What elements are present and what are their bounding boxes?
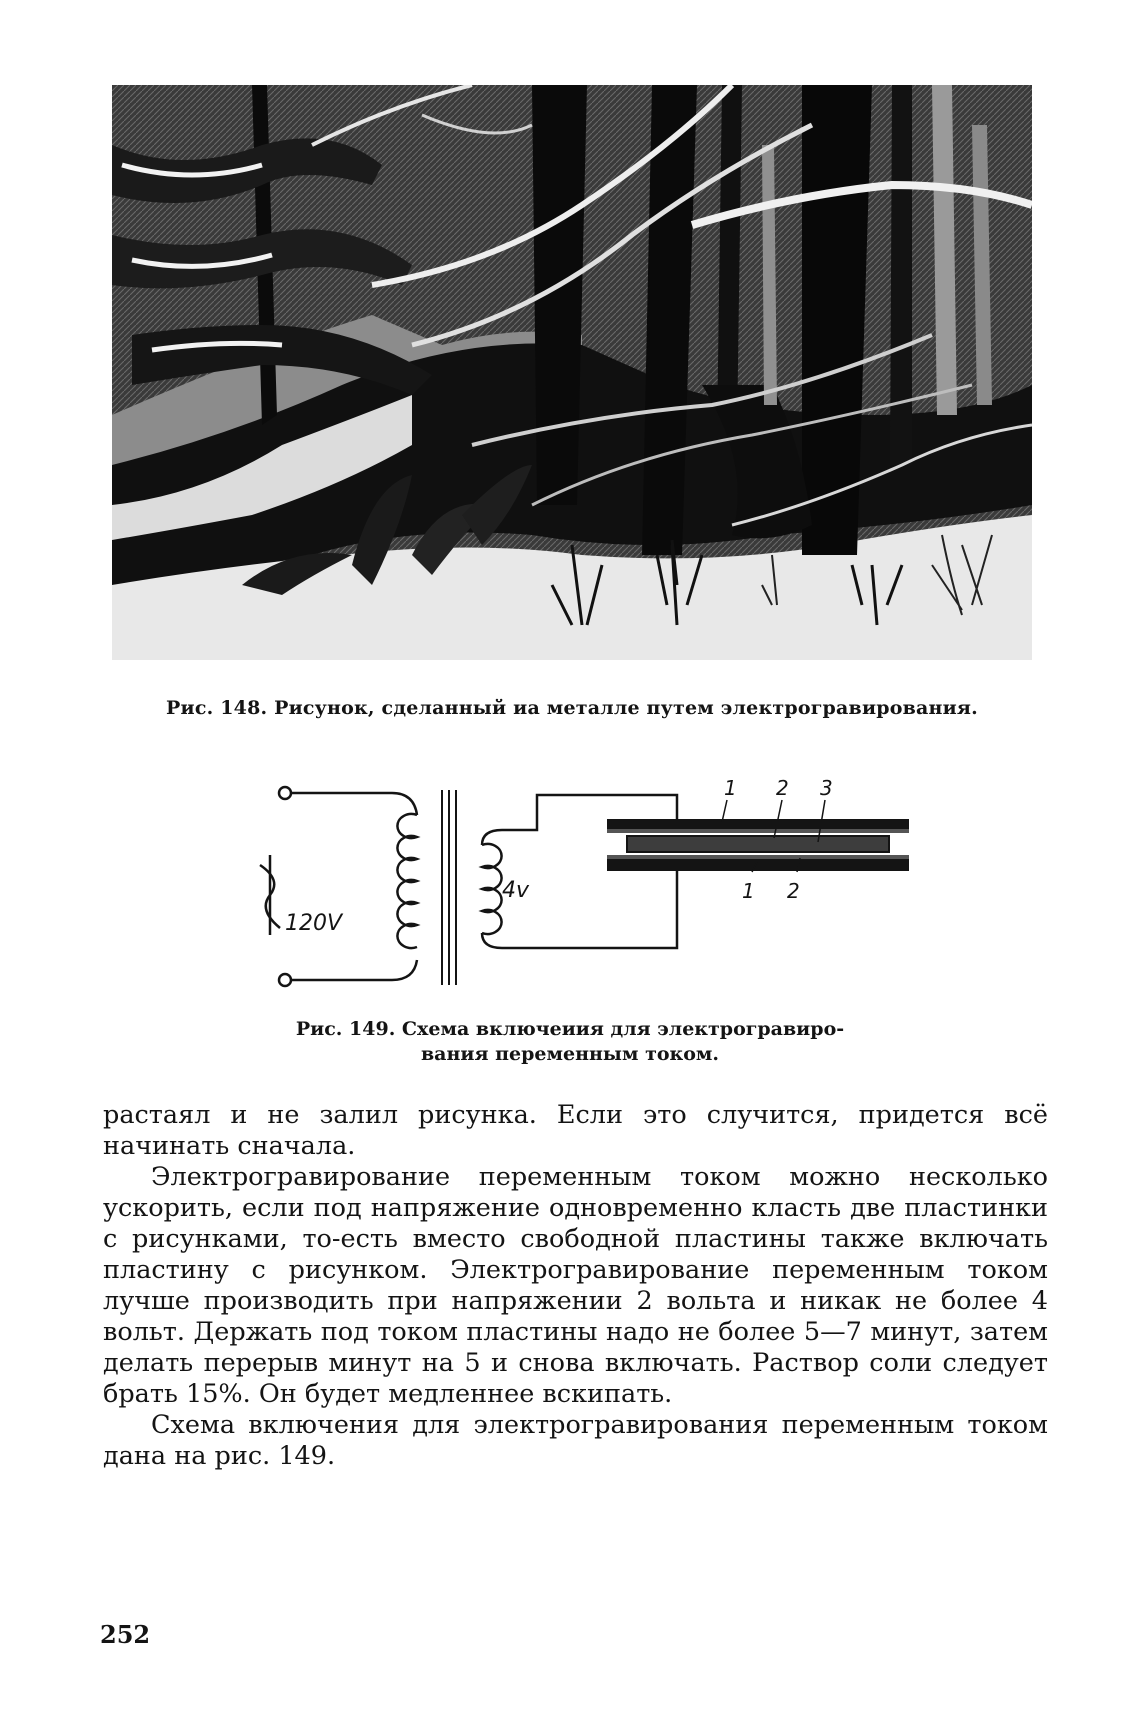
body-text <box>103 1100 1048 1472</box>
engraving-illustration <box>112 85 1032 660</box>
figure-149-caption-line1: Рис. 149. Схема включеиия для электрогравиро- <box>295 1018 845 1040</box>
paragraph-electro-engraving: Электрогравирование переменным током можно несколько ускорить, если под напряжение одновременно класть две пластинки с рисунками, то-есть вместо свободной пластины также включать пластину с рисунком. Электрогравирование переменным током лучше производить при напряжении 2 вольта и никак не более 4 вольт. Держать под током пластины надо не более 5—7 минут, затем делать перерыв минут на 5 и снова включать. Раствор соли следует брать 15%. Он будет медленнее вскипать. <box>103 1162 1048 1409</box>
paragraph-scheme-reference: Схема включения для электрогравирования переменным током дана на рис. 149. <box>103 1410 1048 1471</box>
top-plate <box>607 819 909 829</box>
figure-148-caption: Рис. 148. Рисунок, сделанный иа металле путем электрогравирования. <box>166 697 978 719</box>
gauze-layer <box>627 836 889 852</box>
bottom-plate <box>607 859 909 871</box>
label-bottom-2: 2 <box>787 879 800 903</box>
figure-149-caption-line2: вания переменным током. <box>420 1043 720 1065</box>
transformer-circuit-schematic <box>262 770 922 995</box>
secondary-voltage-label: 4v <box>502 878 530 903</box>
electrolytic-cell <box>607 819 909 871</box>
label-top-2: 2 <box>776 776 789 800</box>
page-number: 252 <box>100 1620 151 1649</box>
secondary-coil <box>482 844 502 934</box>
figure-149-caption <box>230 1017 910 1067</box>
label-top-3: 3 <box>820 776 833 800</box>
primary-terminal-bottom <box>279 974 291 986</box>
winter-forest-picture <box>112 85 1032 660</box>
label-top-1: 1 <box>724 776 737 800</box>
primary-terminal-top <box>279 787 291 799</box>
primary-coil <box>397 814 417 948</box>
circuit-diagram <box>262 770 922 995</box>
primary-voltage-label: 120V <box>285 911 343 936</box>
paragraph-continuation: растаял и не залил рисунка. Если это случится, придется всё начинать сначала. <box>103 1100 1048 1161</box>
label-bottom-1: 1 <box>742 879 755 903</box>
